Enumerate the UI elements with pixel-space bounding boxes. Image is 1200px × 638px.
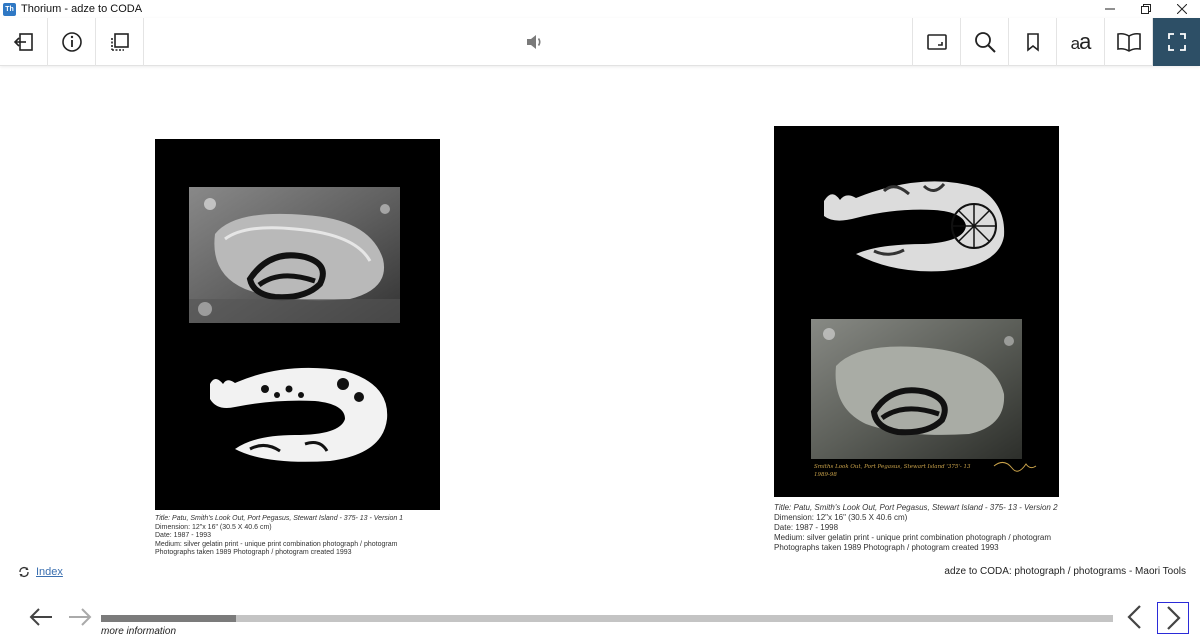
info-button[interactable] <box>48 18 96 66</box>
chevron-right-icon <box>1163 605 1183 631</box>
artwork-left-image <box>155 139 440 510</box>
screen-icon <box>926 31 948 53</box>
reading-mode-button[interactable] <box>1104 18 1152 66</box>
history-forward-button[interactable] <box>66 606 94 628</box>
bottom-navigation <box>0 600 1200 638</box>
bookmark-icon <box>1024 31 1042 53</box>
chevron-left-icon <box>1125 604 1145 630</box>
inscription-text: Smiths Look Out, Port Pegasus, Stewart Island '375'- 13 <box>814 464 971 470</box>
arrow-left-icon <box>28 607 54 627</box>
history-back-button[interactable] <box>27 606 55 628</box>
toc-button[interactable] <box>96 18 144 66</box>
caption-title: Title: Patu, Smith's Look Out, Port Pegasus, Stewart Island - 375- 13 - Version 2 <box>774 503 1058 512</box>
arrow-right-icon <box>67 607 93 627</box>
book-icon <box>1116 31 1142 53</box>
speaker-icon <box>525 33 545 51</box>
search-button[interactable] <box>960 18 1008 66</box>
caption-date: Date: 1987 - 1993 <box>155 532 212 540</box>
close-icon <box>1177 4 1187 14</box>
caption-note: Photographs taken 1989 Photograph / photogram created 1993 <box>155 549 352 557</box>
index-link[interactable]: Index <box>36 566 63 578</box>
caption-dimension: Dimension: 12"x 16" (30.5 X 40.6 cm) <box>155 523 272 531</box>
caption-medium: Medium: silver gelatin print - unique print combination photograph / photogram <box>774 533 1052 542</box>
right-page-caption <box>774 503 1074 553</box>
font-settings-button[interactable] <box>1056 18 1104 66</box>
window-controls <box>1092 0 1200 18</box>
back-to-library-icon <box>13 31 35 53</box>
caption-dimension: Dimension: 12"x 16" (30.5 X 40.6 cm) <box>774 513 908 522</box>
caption-medium: Medium: silver gelatin print - unique print combination photograph / photogram <box>155 540 398 548</box>
reader-toolbar <box>0 18 1200 66</box>
back-to-library-button[interactable] <box>0 18 48 66</box>
caption-date: Date: 1987 - 1998 <box>774 523 839 532</box>
window-title: Thorium - adze to CODA <box>21 3 143 15</box>
previous-page-button[interactable] <box>1121 606 1149 628</box>
caption-note: Photographs taken 1989 Photograph / photogram created 1993 <box>774 543 999 552</box>
restore-button[interactable] <box>1128 0 1164 18</box>
restore-icon <box>1141 4 1151 14</box>
app-logo-icon: Th <box>3 3 16 16</box>
minimize-button[interactable] <box>1092 0 1128 18</box>
running-title: adze to CODA: photograph / photograms - Maori Tools <box>944 566 1186 577</box>
font-settings-icon: aa <box>1070 29 1091 54</box>
search-icon <box>973 30 997 54</box>
artwork-right-image <box>774 126 1059 497</box>
info-icon <box>61 31 83 53</box>
left-page-caption <box>155 515 455 558</box>
fullscreen-icon <box>1167 32 1187 52</box>
reading-progress-bar[interactable] <box>101 615 1113 622</box>
next-page-button[interactable] <box>1157 602 1189 634</box>
right-page-artwork <box>774 126 1059 497</box>
minimize-icon <box>1105 4 1115 14</box>
fullscreen-button[interactable] <box>1152 18 1200 66</box>
close-button[interactable] <box>1164 0 1200 18</box>
signature-mark <box>994 462 1036 471</box>
more-information-label[interactable]: more information <box>101 626 177 637</box>
inscription-date: 1989-98 <box>814 472 837 478</box>
bookmark-button[interactable] <box>1008 18 1056 66</box>
refresh-icon <box>18 566 30 578</box>
toc-icon <box>109 31 131 53</box>
read-aloud-button[interactable] <box>520 30 550 54</box>
caption-title: Title: Patu, Smith's Look Out, Port Pegasus, Stewart Island - 375- 13 - Version 1 <box>155 515 404 522</box>
screen-mode-button[interactable] <box>912 18 960 66</box>
index-link-row <box>18 566 63 578</box>
title-bar <box>0 0 1200 18</box>
reading-progress-fill <box>101 615 236 622</box>
left-page-artwork <box>155 139 440 510</box>
